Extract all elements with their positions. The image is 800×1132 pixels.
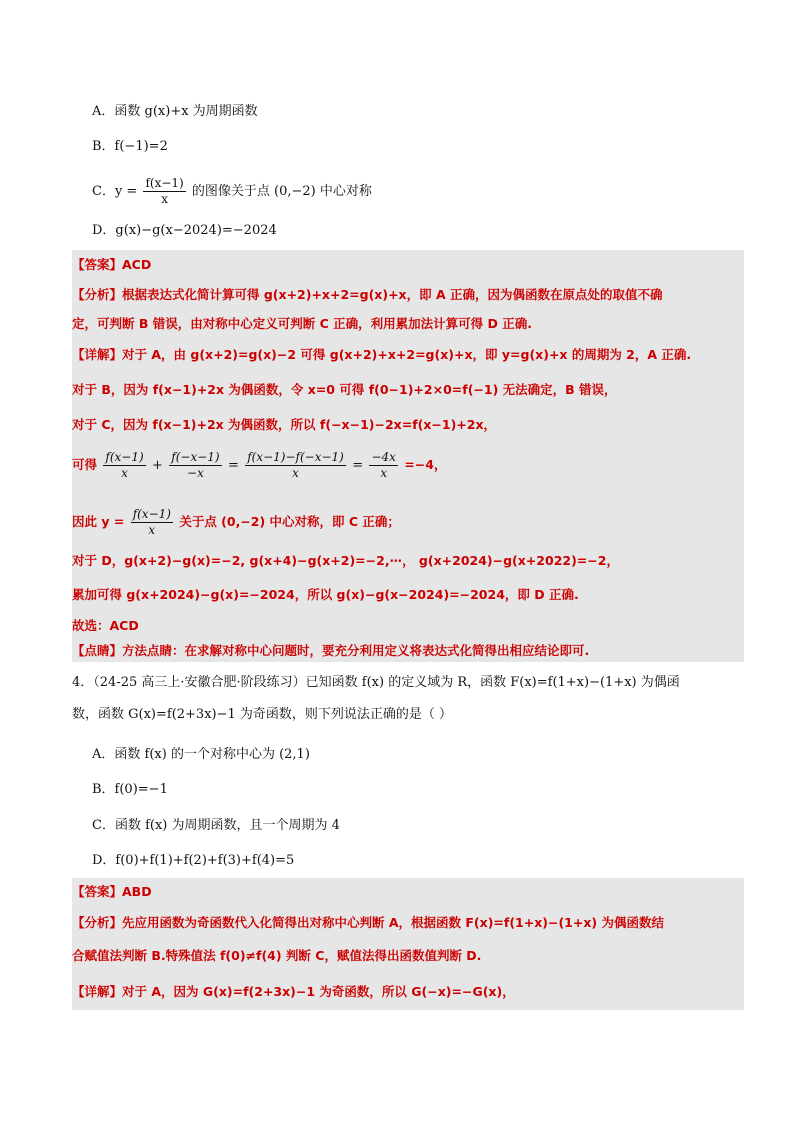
q3-option-d: D．g(x)−g(x−2024)=−2024 <box>92 223 277 238</box>
q4-analysis-line-2: 合赋值法判断 B.特殊值法 f(0)≠f(4) 判断 C，赋值法得出函数值判断 D. <box>72 948 482 963</box>
q3-detail-4-suffix: =−4， <box>404 457 447 472</box>
q3-option-a: A．函数 g(x)+x 为周期函数 <box>92 104 258 119</box>
equals-sign-2: = <box>352 458 364 473</box>
q3-detail-4-fraction-3 <box>245 450 346 481</box>
q3-analysis-line-2: 定，可判断 B 错误，由对称中心定义可判断 C 正确，利用累加法计算可得 D 正确. <box>72 316 532 331</box>
fraction-1-denominator: x <box>121 466 128 480</box>
q3-option-c-denominator: x <box>161 192 168 206</box>
q3-detail-5-numerator: f(x−1) <box>132 507 171 521</box>
q3-option-c-suffix: 的图像关于点 (0,−2) 中心对称 <box>191 184 372 199</box>
q3-detail-line-2: 对于 B，因为 f(x−1)+2x 为偶函数，令 x=0 可得 f(0−1)+2×0=f(−1) 无法确定，B 错误， <box>72 382 617 397</box>
q4-analysis-line-1: 【分析】先应用函数为奇函数代入化简得出对称中心判断 A，根据函数 F(x)=f(1+x)−(1+x) 为偶函数结 <box>72 915 664 930</box>
q4-stem-line-2: 数，函数 G(x)=f(2+3x)−1 为奇函数，则下列说法正确的是（ ） <box>72 707 453 722</box>
q4-stem-line-1: 4．（24-25 高三上·安徽合肥·阶段练习）已知函数 f(x) 的定义域为 R，函数 F(x)=f(1+x)−(1+x) 为偶函 <box>72 675 680 690</box>
q3-detail-4-fraction-4 <box>369 450 397 481</box>
fraction-4-denominator: x <box>380 466 388 480</box>
equals-sign-1: = <box>227 458 239 473</box>
q3-detail-5-prefix: 因此 y = <box>72 514 125 529</box>
fraction-2-denominator: −x <box>187 466 204 480</box>
fraction-4-numerator: −4x <box>371 450 396 464</box>
q3-detail-line-1: 【详解】对于 A，由 g(x+2)=g(x)−2 可得 g(x+2)+x+2=g(x)+x，即 y=g(x)+x 的周期为 2，A 正确. <box>72 347 692 362</box>
fraction-2-numerator: f(−x−1) <box>171 450 220 464</box>
fraction-1-numerator: f(x−1) <box>105 450 144 464</box>
q3-option-c-fraction <box>143 176 185 207</box>
q3-answer: 【答案】ACD <box>72 257 152 272</box>
q3-detail-5-suffix: 关于点 (0,−2) 中心对称，即 C 正确； <box>179 514 400 529</box>
q3-detail-5-denominator: x <box>148 523 156 537</box>
q3-detail-line-3: 对于 C，因为 f(x−1)+2x 为偶函数，所以 f(−x−1)−2x=f(x−1)+2x， <box>72 417 497 432</box>
q3-option-c <box>92 176 764 207</box>
q4-option-b: B．f(0)=−1 <box>92 782 168 797</box>
q3-detail-line-6: 对于 D，g(x+2)−g(x)=−2, g(x+4)−g(x+2)=−2,⋯， g(x+2024)−g(x+2022)=−2， <box>72 553 619 568</box>
q3-detail-line-4 <box>72 450 744 481</box>
q3-detail-line-5 <box>72 507 744 538</box>
q4-detail-line-1: 【详解】对于 A，因为 G(x)=f(2+3x)−1 为奇函数，所以 G(−x)=−G(x)， <box>72 984 515 999</box>
q4-option-c: C．函数 f(x) 为周期函数，且一个周期为 4 <box>92 818 340 833</box>
q4-answer: 【答案】ABD <box>72 884 152 899</box>
q3-analysis-line-1: 【分析】根据表达式化简计算可得 g(x+2)+x+2=g(x)+x，即 A 正确，因为偶函数在原点处的取值不确 <box>72 287 663 302</box>
q3-comment: 【点睛】方法点睛：在求解对称中心问题时，要充分利用定义将表达式化简得出相应结论即可. <box>72 643 590 658</box>
q3-detail-5-fraction <box>131 507 173 538</box>
fraction-3-numerator: f(x−1)−f(−x−1) <box>247 450 344 464</box>
q4-option-a: A．函数 f(x) 的一个对称中心为 (2,1) <box>92 747 310 762</box>
q3-detail-4-fraction-1 <box>103 450 145 481</box>
q3-option-c-numerator: f(x−1) <box>145 176 184 190</box>
q3-choose: 故选：ACD <box>72 618 139 633</box>
q3-detail-4-prefix: 可得 <box>72 457 98 472</box>
q3-detail-4-fraction-2 <box>169 450 221 481</box>
q3-detail-line-7: 累加可得 g(x+2024)−g(x)=−2024，所以 g(x)−g(x−2024)=−2024，即 D 正确. <box>72 587 579 602</box>
q3-option-c-prefix: C．y = <box>92 184 138 199</box>
q3-option-b: B．f(−1)=2 <box>92 139 168 154</box>
q4-option-d: D．f(0)+f(1)+f(2)+f(3)+f(4)=5 <box>92 853 295 868</box>
plus-sign: + <box>152 458 163 473</box>
fraction-3-denominator: x <box>292 466 299 480</box>
